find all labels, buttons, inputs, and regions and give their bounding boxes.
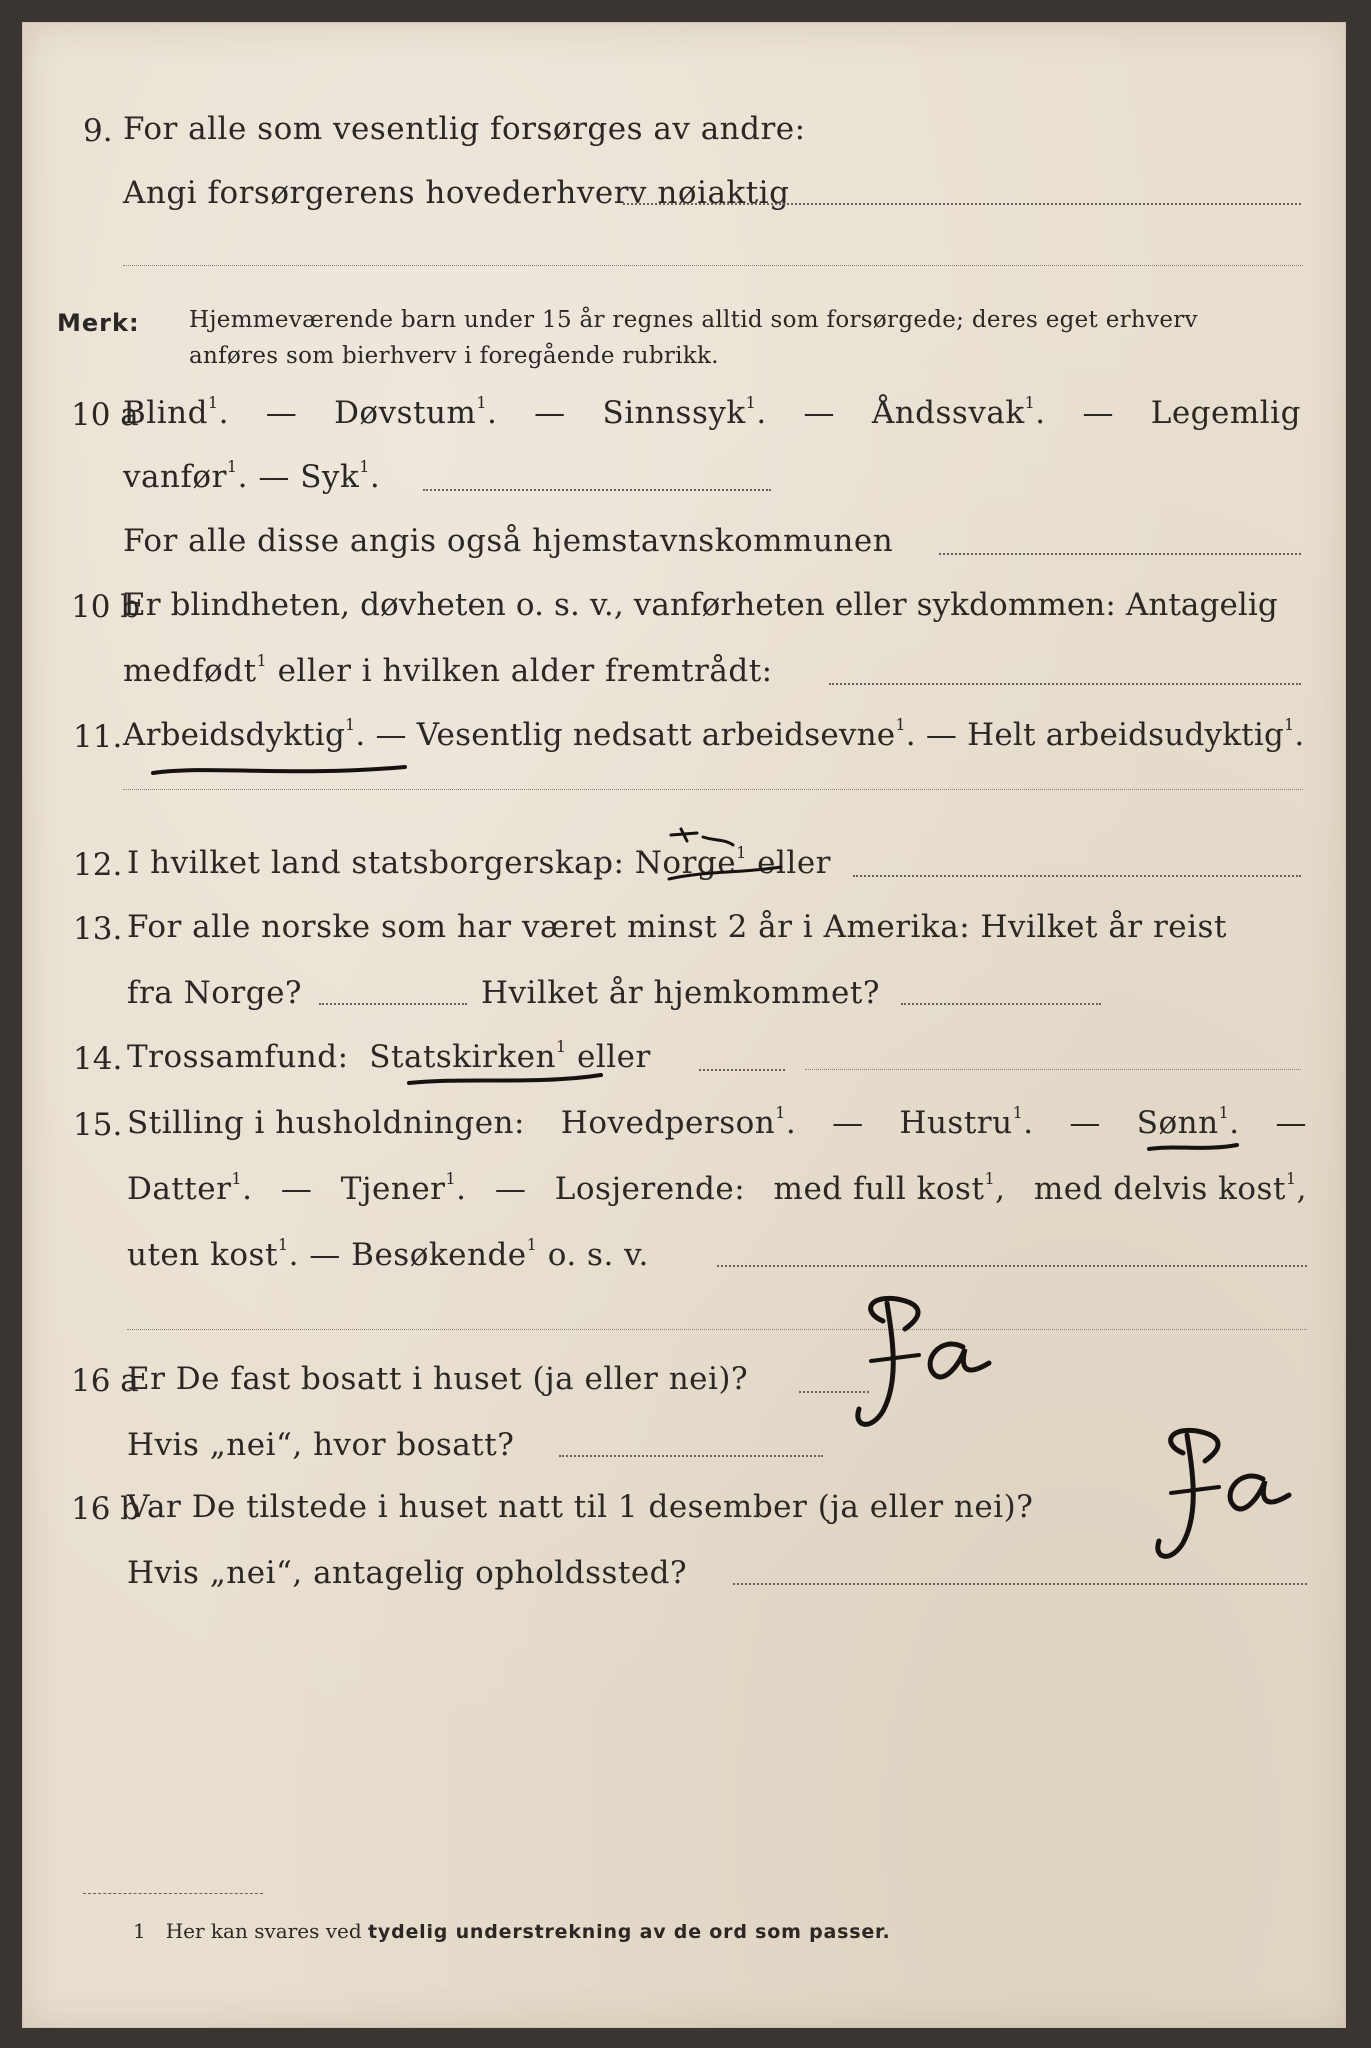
footnote: 1 Her kan svares ved tydelig understrekning av de ord som passer. [133, 1919, 891, 1943]
q13-hjem-answer-line [901, 1003, 1101, 1005]
q10a-line2: vanfør$^1$. — Syk$^1$. [123, 457, 381, 495]
q15-delvis-kost-option: med delvis kost$^1$, [1033, 1169, 1307, 1207]
q11-arbeidsdyktig-option: Arbeidsdyktig$^1$. [123, 715, 366, 753]
q11-ufor-option: Helt arbeidsudyktig$^1$. [967, 715, 1305, 753]
q15-full-kost-option: med full kost$^1$, [773, 1169, 1006, 1207]
q15-handwritten-underline [1145, 1137, 1241, 1159]
q10a-hjemstavn-answer-line [939, 553, 1301, 555]
q14-number: 14. [73, 1041, 123, 1077]
q15-uten-kost-option: uten kost$^1$. [127, 1235, 299, 1273]
q15-besokende-option: Besøkende$^1$ [351, 1235, 538, 1273]
q9-number: 9. [83, 113, 113, 149]
q13-fra-norge: fra Norge? [127, 975, 303, 1011]
q10b-answer-line [829, 683, 1301, 685]
q14-handwritten-underline [405, 1069, 605, 1093]
q9-answer-line [623, 203, 1301, 205]
q14-answer-line-2 [805, 1069, 1301, 1070]
q16a-line2: Hvis „nei“, hvor bosatt? [127, 1427, 515, 1463]
q11-handwritten-underline [149, 755, 409, 785]
q15-answer-line-2 [127, 1329, 1307, 1330]
q16b-answer-line [733, 1583, 1307, 1585]
q13-fra-answer-line [319, 1003, 467, 1005]
q16a-hvor-answer-line [559, 1455, 823, 1457]
q15-answer-line [717, 1265, 1307, 1267]
q10a-number: 10 a [71, 397, 139, 433]
q10a-dovstum-option: Døvstum$^1$. [334, 393, 498, 431]
q12-number: 12. [73, 847, 123, 883]
q11-line: Arbeidsdyktig$^1$. — Vesentlig nedsatt arbeidsevne$^1$. — Helt arbeidsudyktig$^1$. [123, 715, 1305, 753]
q9-line2: Angi forsørgerens hovederhverv nøiaktig [123, 175, 790, 211]
q13-line1: For alle norske som har været minst 2 år i Amerika: Hvilket år reist [127, 909, 1227, 945]
q9-answer-line-2 [123, 265, 1303, 266]
q10a-syk-answer-line [423, 489, 771, 491]
merk-line1: Hjemmeværende barn under 15 år regnes alltid som forsørgede; deres eget erhverv [189, 307, 1198, 333]
q13-number: 13. [73, 911, 123, 947]
footnote-separator [83, 1893, 263, 1894]
q12-norge-marking [663, 821, 793, 891]
q16b-number: 16 b [71, 1491, 141, 1527]
q10b-line2: medfødt$^1$ eller i hvilken alder fremtrådt: [123, 651, 773, 689]
q15-hustru-option: Hustru$^1$. [899, 1103, 1034, 1141]
q10a-legemlig-option: Legemlig [1150, 395, 1301, 431]
q12-answer-line [853, 875, 1301, 877]
q11-answer-line [123, 789, 1303, 790]
q14-statskirken-option: Statskirken$^1$ [369, 1037, 567, 1075]
q10b-medfodt-option: medfødt$^1$ [123, 651, 268, 689]
q16a-handwritten-answer [823, 1291, 1003, 1441]
q9-line1: For alle som vesentlig forsørges av andre: [123, 111, 806, 147]
census-form-page [22, 22, 1346, 2028]
q16a-line1: Er De fast bosatt i huset (ja eller nei)? [127, 1361, 749, 1397]
q15-line1: Stilling i husholdningen: Hovedperson$^1$. — Hustru$^1$. — Sønn$^1$. — [127, 1103, 1307, 1141]
q15-tjener-option: Tjener$^1$. [340, 1169, 467, 1207]
q11-number: 11. [73, 719, 123, 755]
q10a-blind-option: Blind$^1$. [123, 393, 229, 431]
q16b-line2: Hvis „nei“, antagelig opholdssted? [127, 1555, 688, 1591]
q15-line2: Datter$^1$. — Tjener$^1$. — Losjerende: med full kost$^1$, med delvis kost$^1$, [127, 1169, 1307, 1207]
q13-hjemkommet: Hvilket år hjemkommet? [481, 975, 880, 1011]
q16b-line1: Var De tilstede i huset natt til 1 desember (ja eller nei)? [127, 1489, 1034, 1525]
q12-line: I hvilket land statsborgerskap: Norge$^1$ eller [127, 843, 831, 881]
q11-nedsatt-option: Vesentlig nedsatt arbeidsevne$^1$. [416, 715, 916, 753]
q14-line: Trossamfund: Statskirken$^1$ eller [127, 1037, 651, 1075]
q15-sonn-option: Sønn$^1$. [1136, 1103, 1240, 1141]
q10a-vanfor-option: vanfør$^1$. [123, 457, 248, 495]
q15-datter-option: Datter$^1$. [127, 1169, 253, 1207]
merk-line2: anføres som bierhverv i foregående rubrikk. [189, 343, 719, 369]
merk-label: Merk: [57, 309, 140, 337]
q10a-andssvak-option: Åndssvak$^1$. [871, 393, 1046, 431]
q10b-number: 10 b [71, 589, 141, 625]
q10b-line1: Er blindheten, døvheten o. s. v., vanførheten eller sykdommen: Antagelig [123, 587, 1278, 623]
q10a-sinnssyk-option: Sinnssyk$^1$. [602, 393, 767, 431]
q15-hovedperson-option: Hovedperson$^1$. [560, 1103, 797, 1141]
q12-norge-option: Norge$^1$ [634, 843, 747, 881]
q16a-number: 16 a [71, 1363, 139, 1399]
q10a-line3: For alle disse angis også hjemstavnskommunen [123, 523, 894, 559]
q10a-syk-option: Syk$^1$. [300, 457, 381, 495]
q15-line3: uten kost$^1$. — Besøkende$^1$ o. s. v. [127, 1235, 649, 1273]
q15-number: 15. [73, 1107, 123, 1143]
q10a-line1: Blind$^1$. — Døvstum$^1$. — Sinnssyk$^1$. — Åndssvak$^1$. — Legemlig [123, 393, 1301, 431]
q14-answer-line [699, 1069, 785, 1071]
q16b-handwritten-answer [1123, 1423, 1303, 1573]
